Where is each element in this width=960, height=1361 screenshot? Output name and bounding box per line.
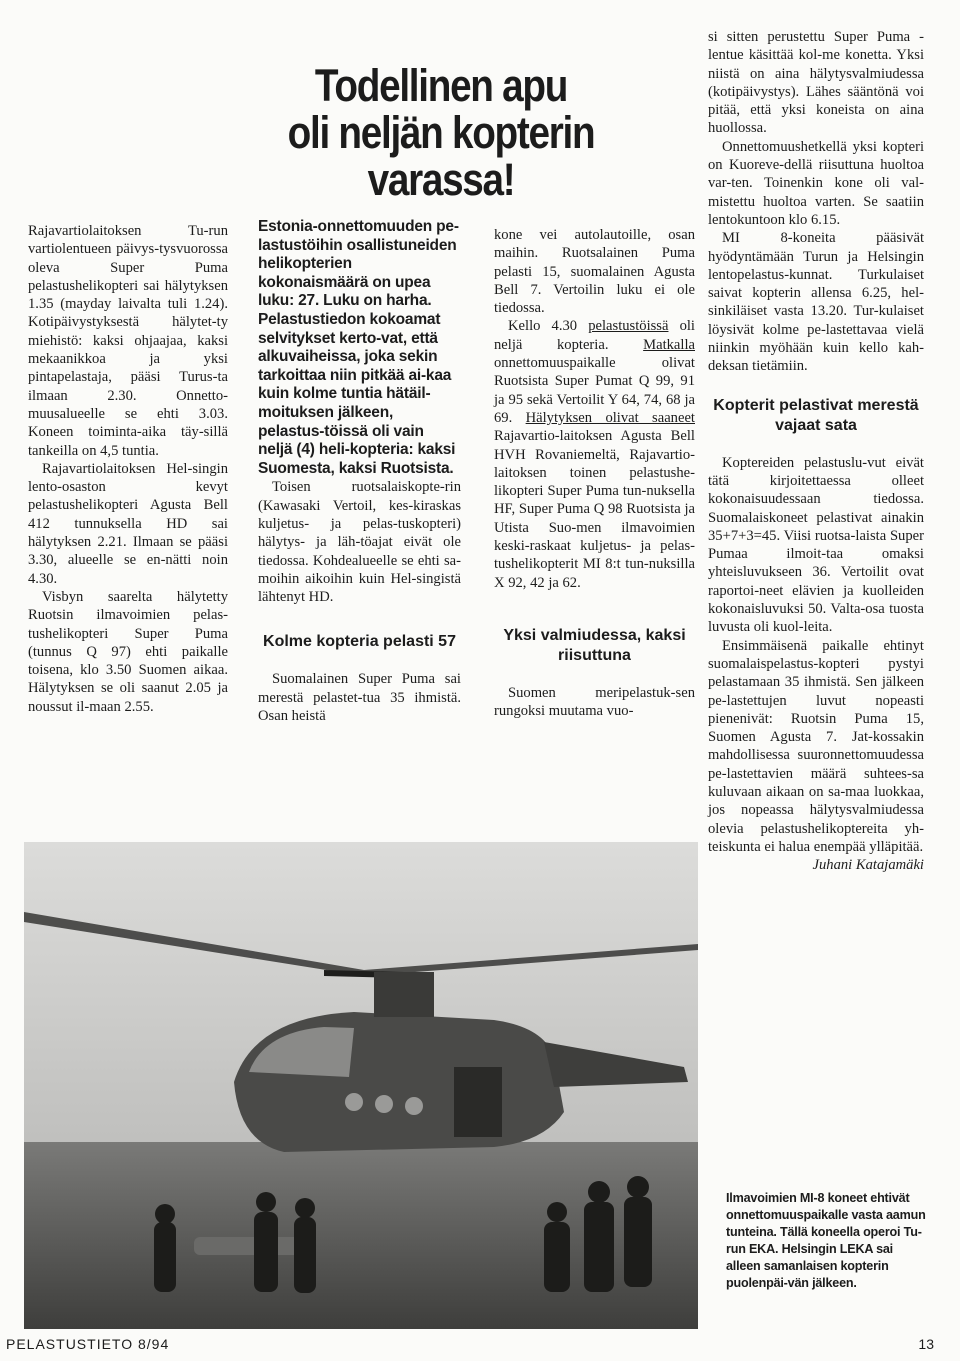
- subheading: Yksi valmiudessa, kaksi riisuttuna: [503, 626, 686, 664]
- paragraph: Visbyn saarelta hälytetty Ruotsin ilmavoimien pelas-tushelikopteri Super Puma (tunnus Q 97) ehti paikalle toisena, klo 3.50 Suomen aikaa. Hälytyksen se oli saanut 2.05 ja noussut il-maan 2.55.: [28, 588, 228, 715]
- paragraph: [494, 317, 695, 591]
- text: Kello 4.30: [508, 318, 589, 335]
- helicopter-photo: [24, 842, 698, 1329]
- subheading: Kopterit pelastivat merestä vajaat sata: [713, 396, 919, 434]
- title-line-1: Todellinen apu: [314, 60, 568, 111]
- helicopter-illustration: [24, 842, 698, 1329]
- paragraph: Ensimmäisenä paikalle ehtinyt suomalaispelastus-kopteri pystyi pelastamaan 35 ihmistä. Sen jälkeen pe-lastettujen luvut nopeasti pienenivät: Ruotsin Puma 15, Suomen Agusta 7. Jat-kossakin mahdollisessa suuronnettomuudessa pe-lastettavien määrä suhtees-sa kuluvaan aikaan on sa-maa luokkaa, jos nopeassa hälytysvalmiudessa olevia pelastushelikoptereita yh-teiskunta ei halua enempää ylläpitää.: [708, 637, 924, 855]
- paragraph: si sitten perustettu Super Puma -lentue käsittää kol-me konetta. Yksi niistä on aina hälytysvalmiudessa (kotipäivystys). Lähes sääntönä voi pitää, että yksi koneista on aina huollossa.: [708, 29, 924, 137]
- paragraph: Rajavartiolaitoksen Hel-singin lento-osaston kevyt pelastushelikopteri Agusta Bell 412 tunnuksella HD sai hälytyksen 2.21. Ilmaan se pääsi 3.30, alueelle se en-nätti noin 4.30.: [28, 460, 228, 587]
- text: onnettomuuspaikalle olivat Ruotsista Super Pumat Q 99, 91 ja 95 sekä Vertoilit Y 64, 74, 68 ja 69.: [494, 355, 695, 426]
- text: oli neljä kopteria.: [494, 318, 695, 353]
- subheading: Kolme kopteria pelasti 57: [263, 633, 456, 651]
- lead-paragraph: Estonia-onnettomuuden pe-lastustöihin osallistuneiden helikopterien kokonaismäärä on upea luku: 27. Luku on harha. Pelastustiedon kokoamat selvitykset kerto-vat, että alkuvaiheissa, joka sekin tarkoittaa niin pitkää ai-kaa kuin kolme tuntia hätäil-moituksen jälkeen, pelastus-töissä oli vain neljä (4) heli-kopteria: kaksi Suomesta, kaksi Ruotsista.: [258, 218, 459, 477]
- photo-caption: Ilmavoimien MI-8 koneet ehtivät onnettomuuspaikalle vasta aamun tunteina. Tällä koneella operoi Tu-run EKA. Helsingin LEKA sai alleen samanlaisen kopterin puolenpäi-vän jälkeen.: [726, 1191, 926, 1290]
- column-4: [708, 28, 924, 874]
- paragraph: Toisen ruotsalaiskopte-rin (Kawasaki Vertoil, kes-kiraskas kuljetus- ja pelas-tuskopteri) hälytys- ja läh-töajat eivät ole tiedossa. Kohdealueelle se ehti sa-moihin aikoihin kuin Hel-singistä lähtenyt HD.: [258, 479, 461, 606]
- underlined-text: pelastustöissä: [588, 318, 669, 335]
- paragraph: Rajavartiolaitoksen Tu-run vartiolentueen päivys-tysvuorossa oleva Super Puma pelastushelikopteri sai hälytyksen 1.35 (mayday laivalta tuli 1.24). Kotipäivystyksestä hälytet-ty miehistö: kaksi ohjaajaa, kaksi mekaanikkoa ja yksi pintapelastaja, pääsi Turus-ta ilmaan 2.30. Onnetto-muusalueelle se ehti 3.03. Koneen toiminta-aika täy-sillä tankeilla on 4,5 tuntia.: [28, 223, 228, 459]
- title-line-2: oli neljän kopterin varassa!: [287, 107, 595, 205]
- paragraph: Koptereiden pelastuslu-vut eivät tätä kirjoitettaessa olleet kokonaisuudessaan tiedossa. Suomalaiskoneet pelastivat ainakin 35+7+3=45. Viisi ruotsa-laista Super Pumaa ilmoit-taa omaksi yhteisluvukseen 36. Vertoilit ovat raportoi-neet elävien ja kuolleiden kokonaisluvuksi 50. Valta-osa tuosta luvusta oli kuol-leita.: [708, 454, 924, 636]
- paragraph: Suomen meripelastuk-sen rungoksi muutama vuo-: [494, 684, 695, 720]
- author-signature: Juhani Katajamäki: [812, 857, 924, 874]
- column-2: [258, 218, 461, 725]
- column-1: [28, 222, 228, 716]
- paragraph: MI 8-koneita pääsivät hyödyntämään Turun ja Helsingin lentopelastus-kunnat. Turkulaiset saivat kopterin allensa 6.25, hel-sinkiläiset vasta 13.20. Tur-kulaiset löysivät kolme pe-lastettavaa vielä niinkin myöhään kuin kello kah-deksan tietämiin.: [708, 230, 924, 375]
- article-title: [256, 62, 626, 203]
- paragraph: Onnettomuushetkellä yksi kopteri on Kuoreve-dellä riisuttuna huoltoa var-ten. Toinenkin kone oli val-mistettu huoltoa varten. Se saatiin lentokuntoon klo 6.15.: [708, 138, 924, 228]
- paragraph: Suomalainen Super Puma sai merestä pelastet-tua 35 ihmistä. Osan heistä: [258, 671, 461, 724]
- underlined-text: Hälytyksen olivat saaneet: [525, 409, 695, 426]
- text: Rajavartio-laitoksen Agusta Bell HVH Rovaniemeltä, Rajavartio-laitoksen toinen pelastushe-likopteri Super Puma tun-nuksella HF, Super Puma Q 98 Ruotsista ja Utista Suo-men ilmavoimien keski-raskaat kuljetus- ja pelas-tushelikopterit MI 8:t tun-nuksilla X 92, 42 ja 62.: [494, 428, 695, 591]
- paragraph: kone vei autolautoille, osan maihin. Ruotsalainen Puma pelasti 15, suomalainen Agusta Bell 7. Vertoilin luku ei ole tiedossa.: [494, 227, 695, 317]
- underlined-text: Matkalla: [643, 336, 695, 353]
- page-number: 13: [918, 1336, 934, 1352]
- column-3: [494, 226, 695, 721]
- publication-footer: PELASTUSTIETO 8/94: [6, 1336, 170, 1352]
